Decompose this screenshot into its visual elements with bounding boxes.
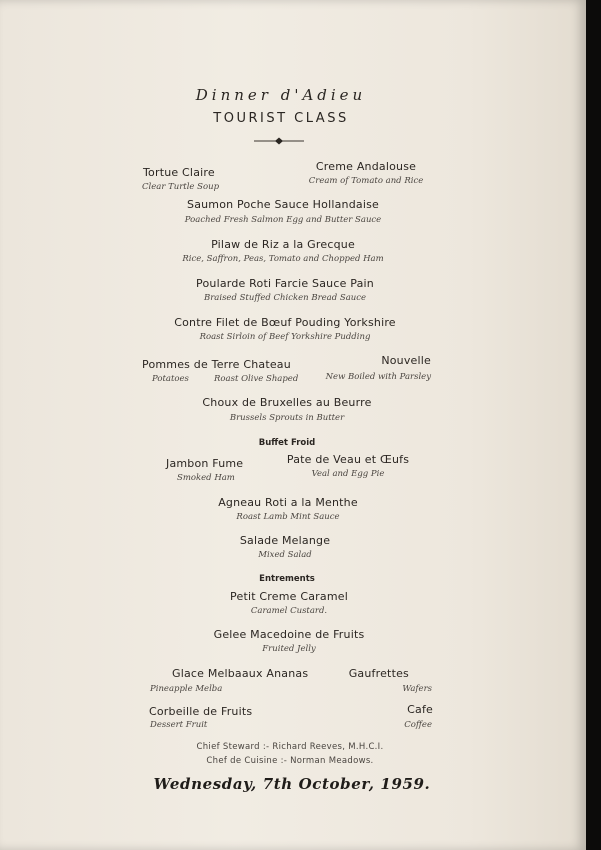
- dish-cafe-en: Coffee: [404, 720, 432, 730]
- dish-gaufrettes: Gaufrettes: [348, 667, 409, 680]
- dish-pilaw: Pilaw de Riz a la Grecque: [211, 238, 355, 251]
- dish-creme-andalouse-en: Cream of Tomato and Rice: [308, 176, 424, 186]
- dish-glace-en: Pineapple Melba: [150, 684, 223, 694]
- dish-corbeille: Corbeille de Fruits: [149, 705, 253, 718]
- dish-pate: Pate de Veau et Œufs: [286, 453, 410, 466]
- dish-choux: Choux de Bruxelles au Beurre: [202, 396, 372, 409]
- dish-saumon: Saumon Poche Sauce Hollandaise: [187, 198, 379, 211]
- dish-agneau-en: Roast Lamb Mint Sauce: [236, 512, 340, 522]
- dish-salade-en: Mixed Salad: [258, 550, 312, 560]
- class-subtitle: TOURIST CLASS: [213, 111, 349, 126]
- dish-pate-en: Veal and Egg Pie: [311, 469, 385, 479]
- section-buffet-froid: Buffet Froid: [258, 438, 316, 448]
- dish-contre-filet-en: Roast Sirloin of Beef Yorkshire Pudding: [199, 332, 371, 342]
- chef-de-cuisine: Chef de Cuisine :- Norman Meadows.: [206, 756, 374, 766]
- dish-contre-filet: Contre Filet de Bœuf Pouding Yorkshire: [174, 316, 396, 329]
- menu-title: Dinner d'Adieu: [195, 86, 367, 104]
- dish-poularde-en: Braised Stuffed Chicken Bread Sauce: [203, 293, 367, 303]
- dish-cafe: Cafe: [407, 703, 433, 716]
- dish-creme-caramel-en: Caramel Custard.: [250, 606, 328, 616]
- dish-choux-en: Brussels Sprouts in Butter: [229, 413, 345, 423]
- dish-pommes-en-chateau: Roast Olive Shaped: [214, 374, 299, 384]
- dish-jambon-en: Smoked Ham: [177, 473, 235, 483]
- dish-jambon: Jambon Fume: [166, 457, 244, 470]
- section-entrements: Entrements: [259, 574, 315, 584]
- dish-nouvelle: Nouvelle: [381, 354, 431, 367]
- dish-tortue-claire: Tortue Claire: [143, 166, 215, 179]
- dish-gaufrettes-en: Wafers: [402, 684, 432, 694]
- dish-saumon-en: Poached Fresh Salmon Egg and Butter Sauce: [184, 215, 382, 225]
- dish-glace: Glace Melbaaux Ananas: [172, 667, 309, 680]
- dish-corbeille-en: Dessert Fruit: [150, 720, 208, 730]
- dish-pilaw-en: Rice, Saffron, Peas, Tomato and Chopped Ham: [182, 254, 384, 264]
- chief-steward: Chief Steward :- Richard Reeves, M.H.C.I.: [196, 742, 384, 752]
- dish-nouvelle-en: New Boiled with Parsley: [325, 372, 431, 382]
- diamond-rule-ornament-icon: [254, 136, 304, 146]
- dish-poularde: Poularde Roti Farcie Sauce Pain: [196, 277, 374, 290]
- dish-gelee: Gelee Macedoine de Fruits: [213, 628, 365, 641]
- dish-tortue-claire-en: Clear Turtle Soup: [142, 182, 220, 192]
- dish-agneau: Agneau Roti a la Menthe: [218, 496, 358, 509]
- dish-pommes: Pommes de Terre Chateau: [142, 358, 291, 371]
- dish-creme-caramel: Petit Creme Caramel: [230, 590, 348, 603]
- dish-gelee-en: Fruited Jelly: [262, 644, 316, 654]
- menu-date: Wednesday, 7th October, 1959.: [153, 775, 431, 793]
- dish-creme-andalouse: Creme Andalouse: [315, 160, 417, 173]
- dish-pommes-en-potatoes: Potatoes: [152, 374, 189, 384]
- dish-salade: Salade Melange: [239, 534, 331, 547]
